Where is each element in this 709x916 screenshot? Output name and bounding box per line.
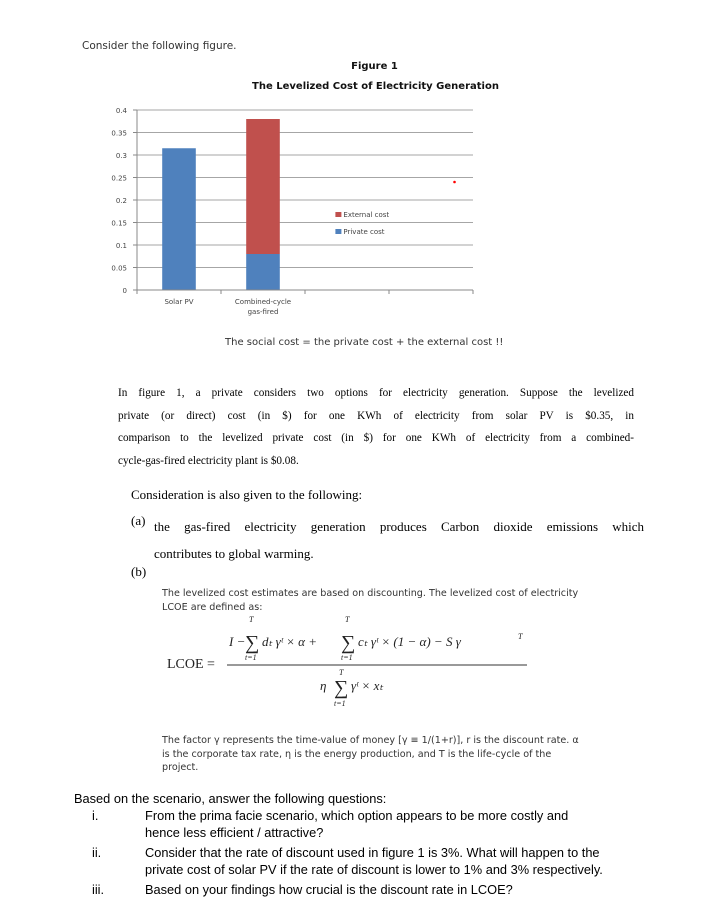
y-tick-label: 0	[122, 287, 127, 295]
y-tick-label: 0.35	[111, 129, 127, 138]
chart-legend	[335, 211, 389, 236]
figure-title: The Levelized Cost of Electricity Generation	[252, 81, 499, 92]
chart-x-axis	[137, 290, 473, 316]
question-text	[145, 882, 665, 899]
question-line: From the prima facie scenario, which option appears to be more costly and	[145, 808, 569, 823]
scenario-paragraph	[118, 382, 634, 472]
factor-line: is the corporate tax rate, η is the energy production, and T is the life-cycle of the	[162, 748, 552, 760]
paragraph-line: private (or direct) cost (in $) for one KWh of electricity from solar PV is $0.35, in	[118, 409, 634, 422]
sum-symbol: ∑	[334, 677, 349, 699]
y-tick-label: 0.1	[115, 242, 127, 250]
chart-annotations	[453, 181, 456, 184]
legend-swatch	[335, 229, 341, 234]
question-line: Based on your findings how crucial is the discount rate in LCOE?	[145, 882, 513, 897]
bar-external-cost	[246, 119, 280, 254]
item-a-label: (a)	[131, 513, 146, 528]
intro-text: Consider the following figure.	[82, 40, 237, 52]
legend-label: Private cost	[343, 228, 385, 236]
item-b-label: (b)	[131, 564, 147, 579]
question-text	[145, 808, 665, 841]
sum-upper: T	[345, 615, 350, 624]
sum-upper: T	[249, 615, 254, 624]
chart-y-axis	[111, 107, 137, 295]
formula-den-part: η	[320, 678, 327, 693]
x-tick-label: gas-fired	[247, 308, 279, 316]
sum-upper: T	[339, 668, 344, 677]
y-tick-label: 0.15	[111, 219, 127, 228]
item-a-line: the gas-fired electricity generation produces Carbon dioxide emissions which	[154, 519, 644, 534]
formula-num-part: I −	[229, 634, 246, 649]
sum-lower: t=1	[245, 653, 257, 662]
figure-footnote: The social cost = the private cost + the external cost !!	[225, 337, 504, 348]
item-a-text	[154, 513, 644, 567]
y-tick-label: 0.3	[115, 152, 127, 160]
bar-private-cost	[162, 148, 196, 290]
y-tick-label: 0.25	[111, 174, 127, 183]
formula-lhs: LCOE =	[167, 657, 215, 672]
formula-num-part: T	[518, 632, 523, 641]
factor-description	[162, 734, 632, 775]
y-tick-label: 0.2	[115, 197, 127, 205]
paragraph-line: comparison to the levelized private cost (in $) for one KWh of electricity from a combined-	[118, 432, 634, 444]
figure-label: Figure 1	[351, 61, 398, 72]
question-text	[145, 845, 665, 878]
bar-private-cost	[246, 254, 280, 290]
sum-lower: t=1	[341, 653, 353, 662]
factor-line: project.	[162, 762, 199, 773]
considerations-heading: Consideration is also given to the following:	[131, 487, 363, 502]
question-number: i.	[92, 808, 99, 823]
lcoe-intro-line: LCOE are defined as:	[162, 601, 263, 613]
legend-label: External cost	[343, 211, 390, 219]
formula-num-part: cₜ γᵗ × (1 − α) − S γ	[358, 634, 461, 649]
x-tick-label: Combined-cycle	[234, 298, 292, 306]
question-line: private cost of solar PV if the rate of discount is lower to 1% and 3% respectively.	[145, 861, 603, 877]
paragraph-line: cycle-gas-fired electricity plant is $0.08.	[118, 454, 299, 467]
questions-title: Based on the scenario, answer the following questions:	[74, 791, 387, 806]
x-tick-label: Solar PV	[164, 298, 194, 306]
y-tick-label: 0.4	[115, 107, 127, 115]
formula-den-part: γᵗ × xₜ	[351, 678, 384, 693]
sum-lower: t=1	[334, 699, 346, 708]
question-number: ii.	[92, 845, 102, 860]
sum-symbol: ∑	[341, 632, 356, 654]
sum-symbol: ∑	[245, 632, 260, 654]
levelized-cost-chart	[30, 100, 490, 330]
item-a-line: contributes to global warming.	[154, 546, 314, 561]
y-tick-label: 0.05	[111, 264, 127, 273]
legend-swatch	[335, 212, 341, 217]
annotation-dot	[453, 181, 456, 184]
lcoe-intro-line: The levelized cost estimates are based on discounting. The levelized cost of electricity	[162, 588, 579, 599]
factor-line: The factor γ represents the time-value of money [γ ≡ 1/(1+r)], r is the discount rate. α	[162, 735, 579, 746]
question-line: hence less efficient / attractive?	[145, 824, 324, 840]
question-number: iii.	[92, 882, 105, 897]
question-line: Consider that the rate of discount used in figure 1 is 3%. What will happen to the	[145, 845, 600, 860]
formula-num-part: dₜ γᵗ × α +	[262, 634, 318, 649]
chart-bars	[162, 119, 280, 290]
paragraph-line: In figure 1, a private considers two options for electricity generation. Suppose the levelized	[118, 387, 634, 399]
lcoe-formula	[165, 610, 625, 730]
